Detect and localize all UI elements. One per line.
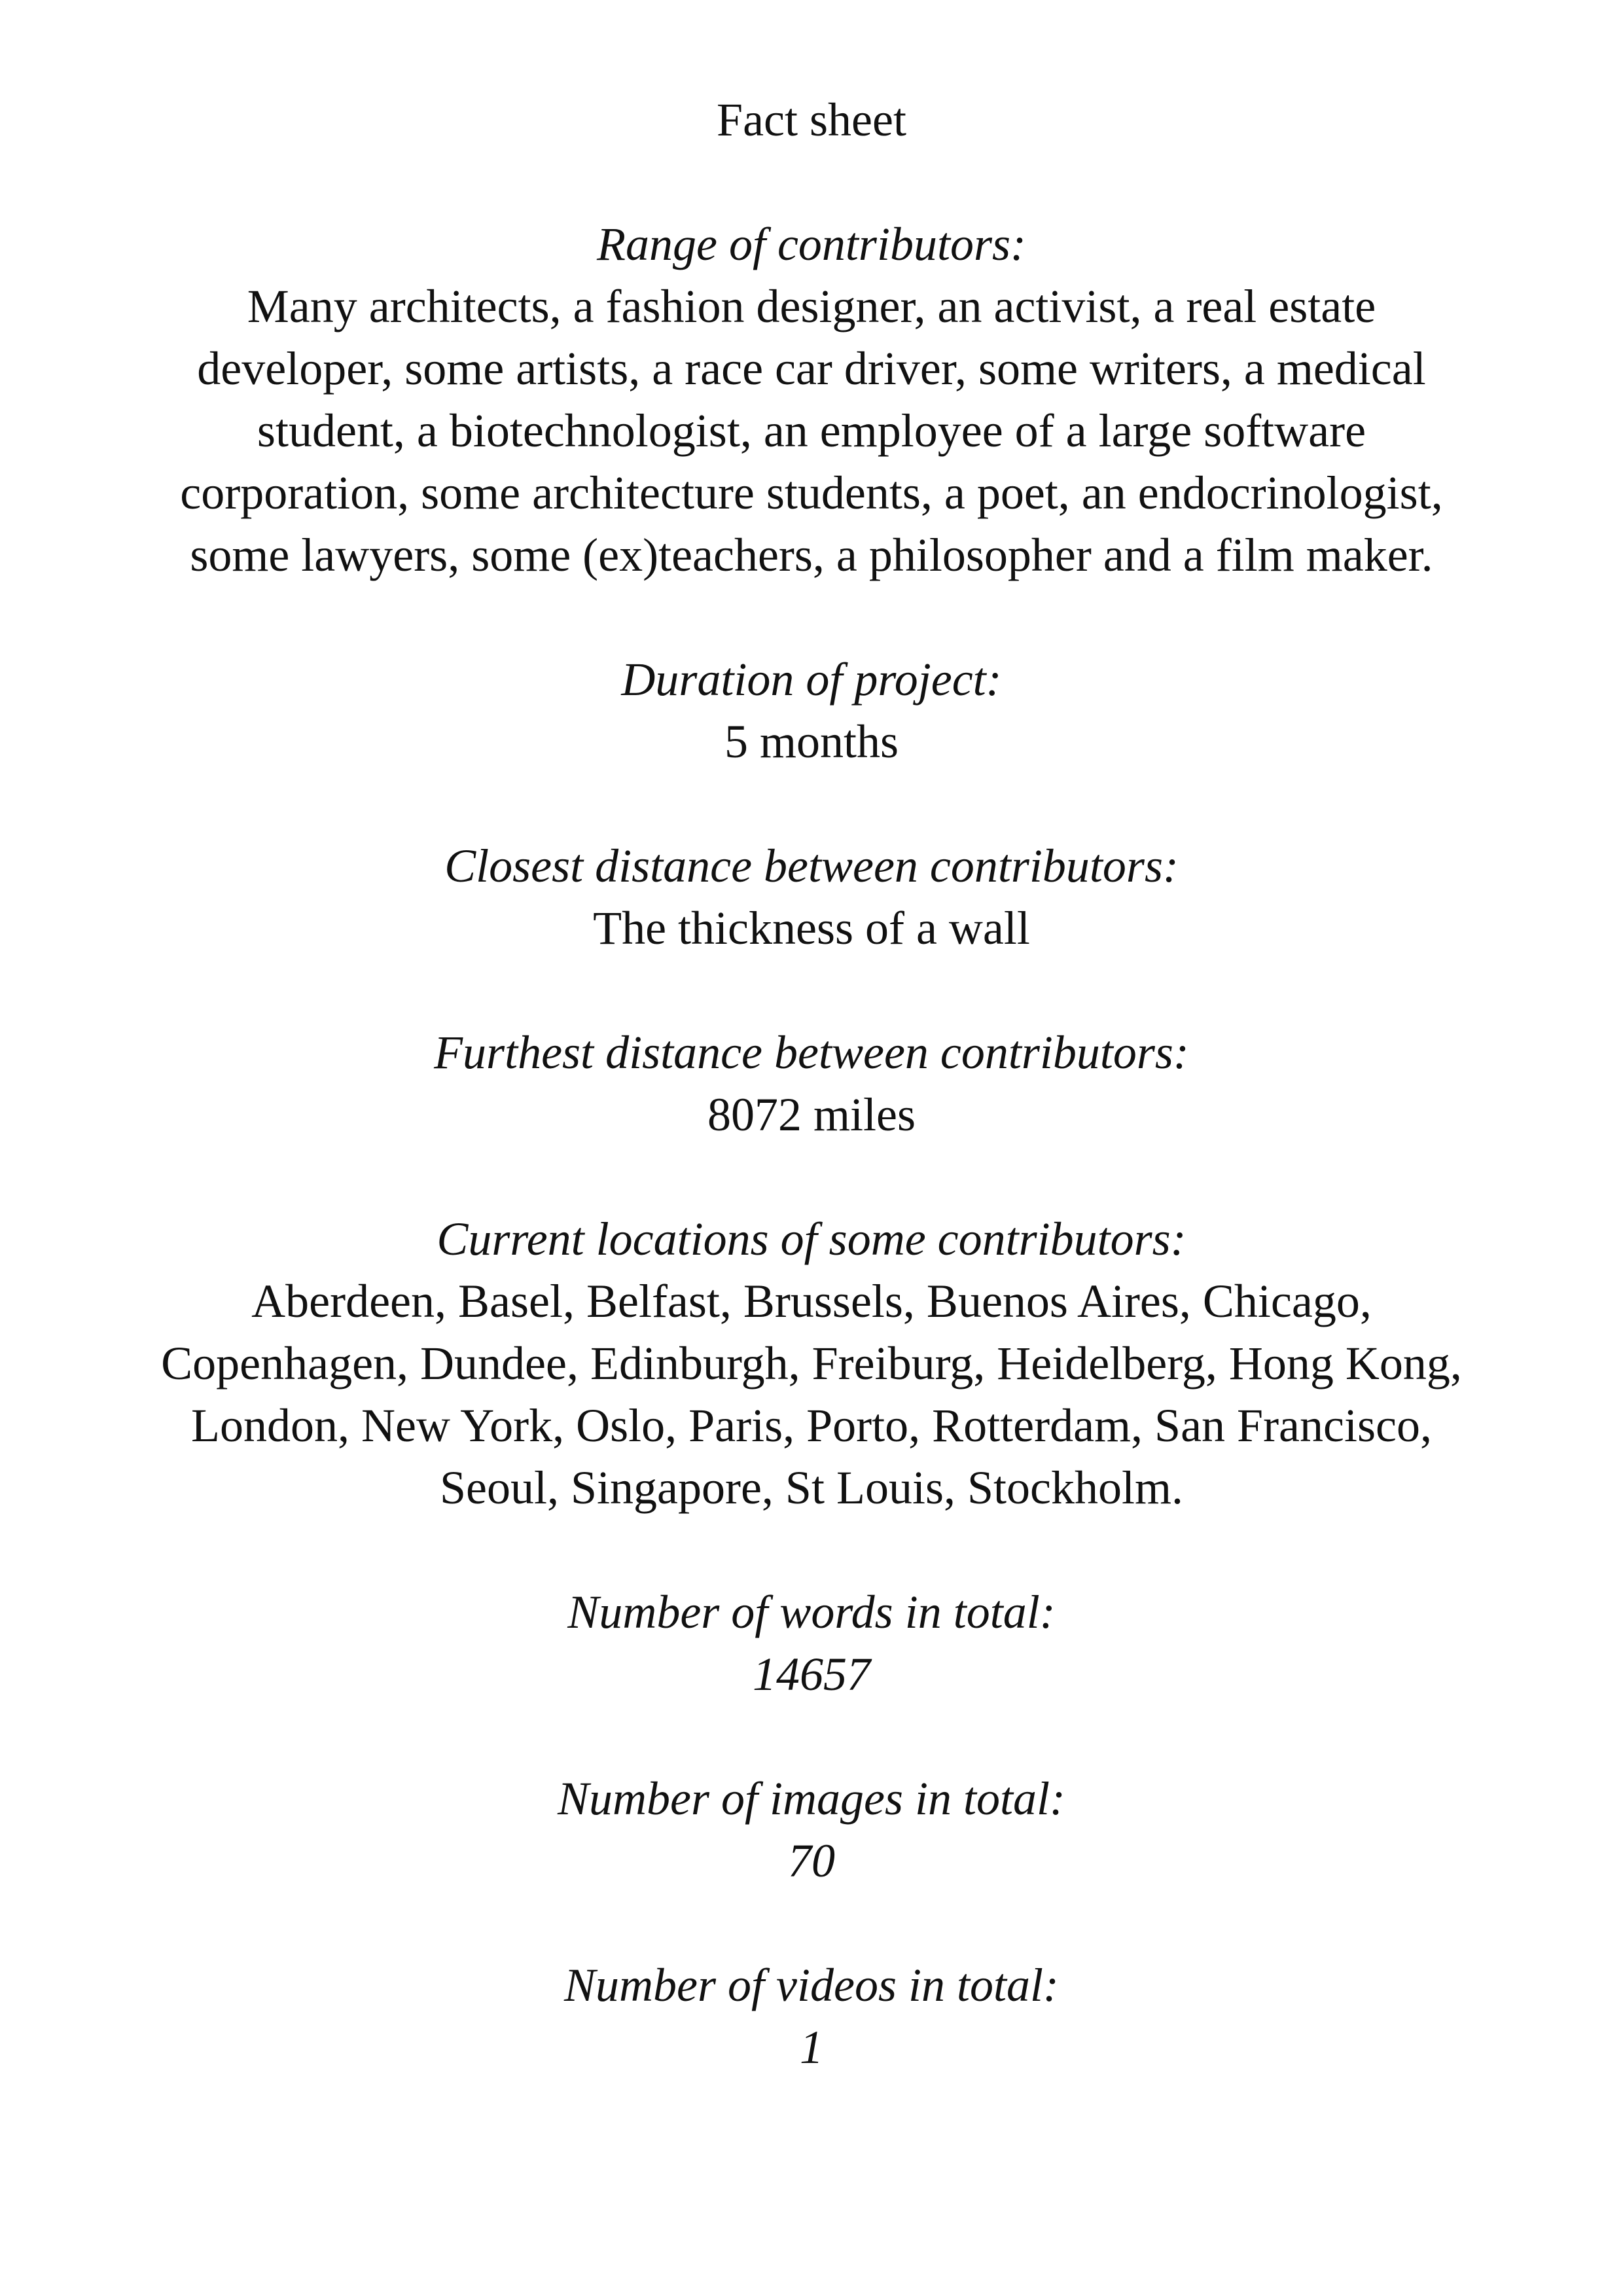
section-value: some lawyers, some (ex)teachers, a philosopher and a film maker.: [190, 529, 1433, 581]
section-furthest-distance: [0, 1022, 1623, 1146]
section-value: The thickness of a wall: [593, 902, 1030, 954]
section-current-locations: [0, 1208, 1623, 1519]
section-label: Number of images in total:: [558, 1772, 1065, 1825]
section-label: Number of words in total:: [567, 1586, 1056, 1638]
section-range-of-contributors: [0, 213, 1623, 586]
section-value: Seoul, Singapore, St Louis, Stockholm.: [439, 1462, 1183, 1514]
section-label: Furthest distance between contributors:: [434, 1026, 1189, 1079]
page-title: Fact sheet: [717, 94, 906, 146]
section-value: London, New York, Oslo, Paris, Porto, Rotterdam, San Francisco,: [191, 1399, 1432, 1452]
section-value: 8072 miles: [707, 1088, 916, 1141]
section-label: Range of contributors:: [597, 218, 1026, 270]
section-words-total: [0, 1581, 1623, 1706]
section-value: 70: [788, 1835, 835, 1887]
section-value: student, a biotechnologist, an employee of a large software: [257, 404, 1366, 457]
section-value: 14657: [753, 1648, 870, 1700]
section-value: Aberdeen, Basel, Belfast, Brussels, Buenos Aires, Chicago,: [251, 1275, 1372, 1327]
section-label: Number of videos in total:: [564, 1959, 1059, 2011]
section-value: developer, some artists, a race car driver, some writers, a medical: [197, 342, 1426, 395]
section-value: Copenhagen, Dundee, Edinburgh, Freiburg, Heidelberg, Hong Kong,: [161, 1337, 1462, 1390]
section-duration: [0, 649, 1623, 773]
section-value: 5 months: [724, 715, 899, 768]
section-label: Current locations of some contributors:: [437, 1213, 1186, 1265]
section-label: Closest distance between contributors:: [444, 840, 1179, 892]
section-closest-distance: [0, 835, 1623, 960]
section-videos-total: [0, 1954, 1623, 2079]
section-images-total: [0, 1768, 1623, 1892]
section-value: Many architects, a fashion designer, an activist, a real estate: [247, 280, 1376, 332]
section-value: 1: [800, 2021, 823, 2073]
section-label: Duration of project:: [621, 653, 1002, 706]
section-value: corporation, some architecture students, a poet, an endocrinologist,: [180, 467, 1443, 519]
